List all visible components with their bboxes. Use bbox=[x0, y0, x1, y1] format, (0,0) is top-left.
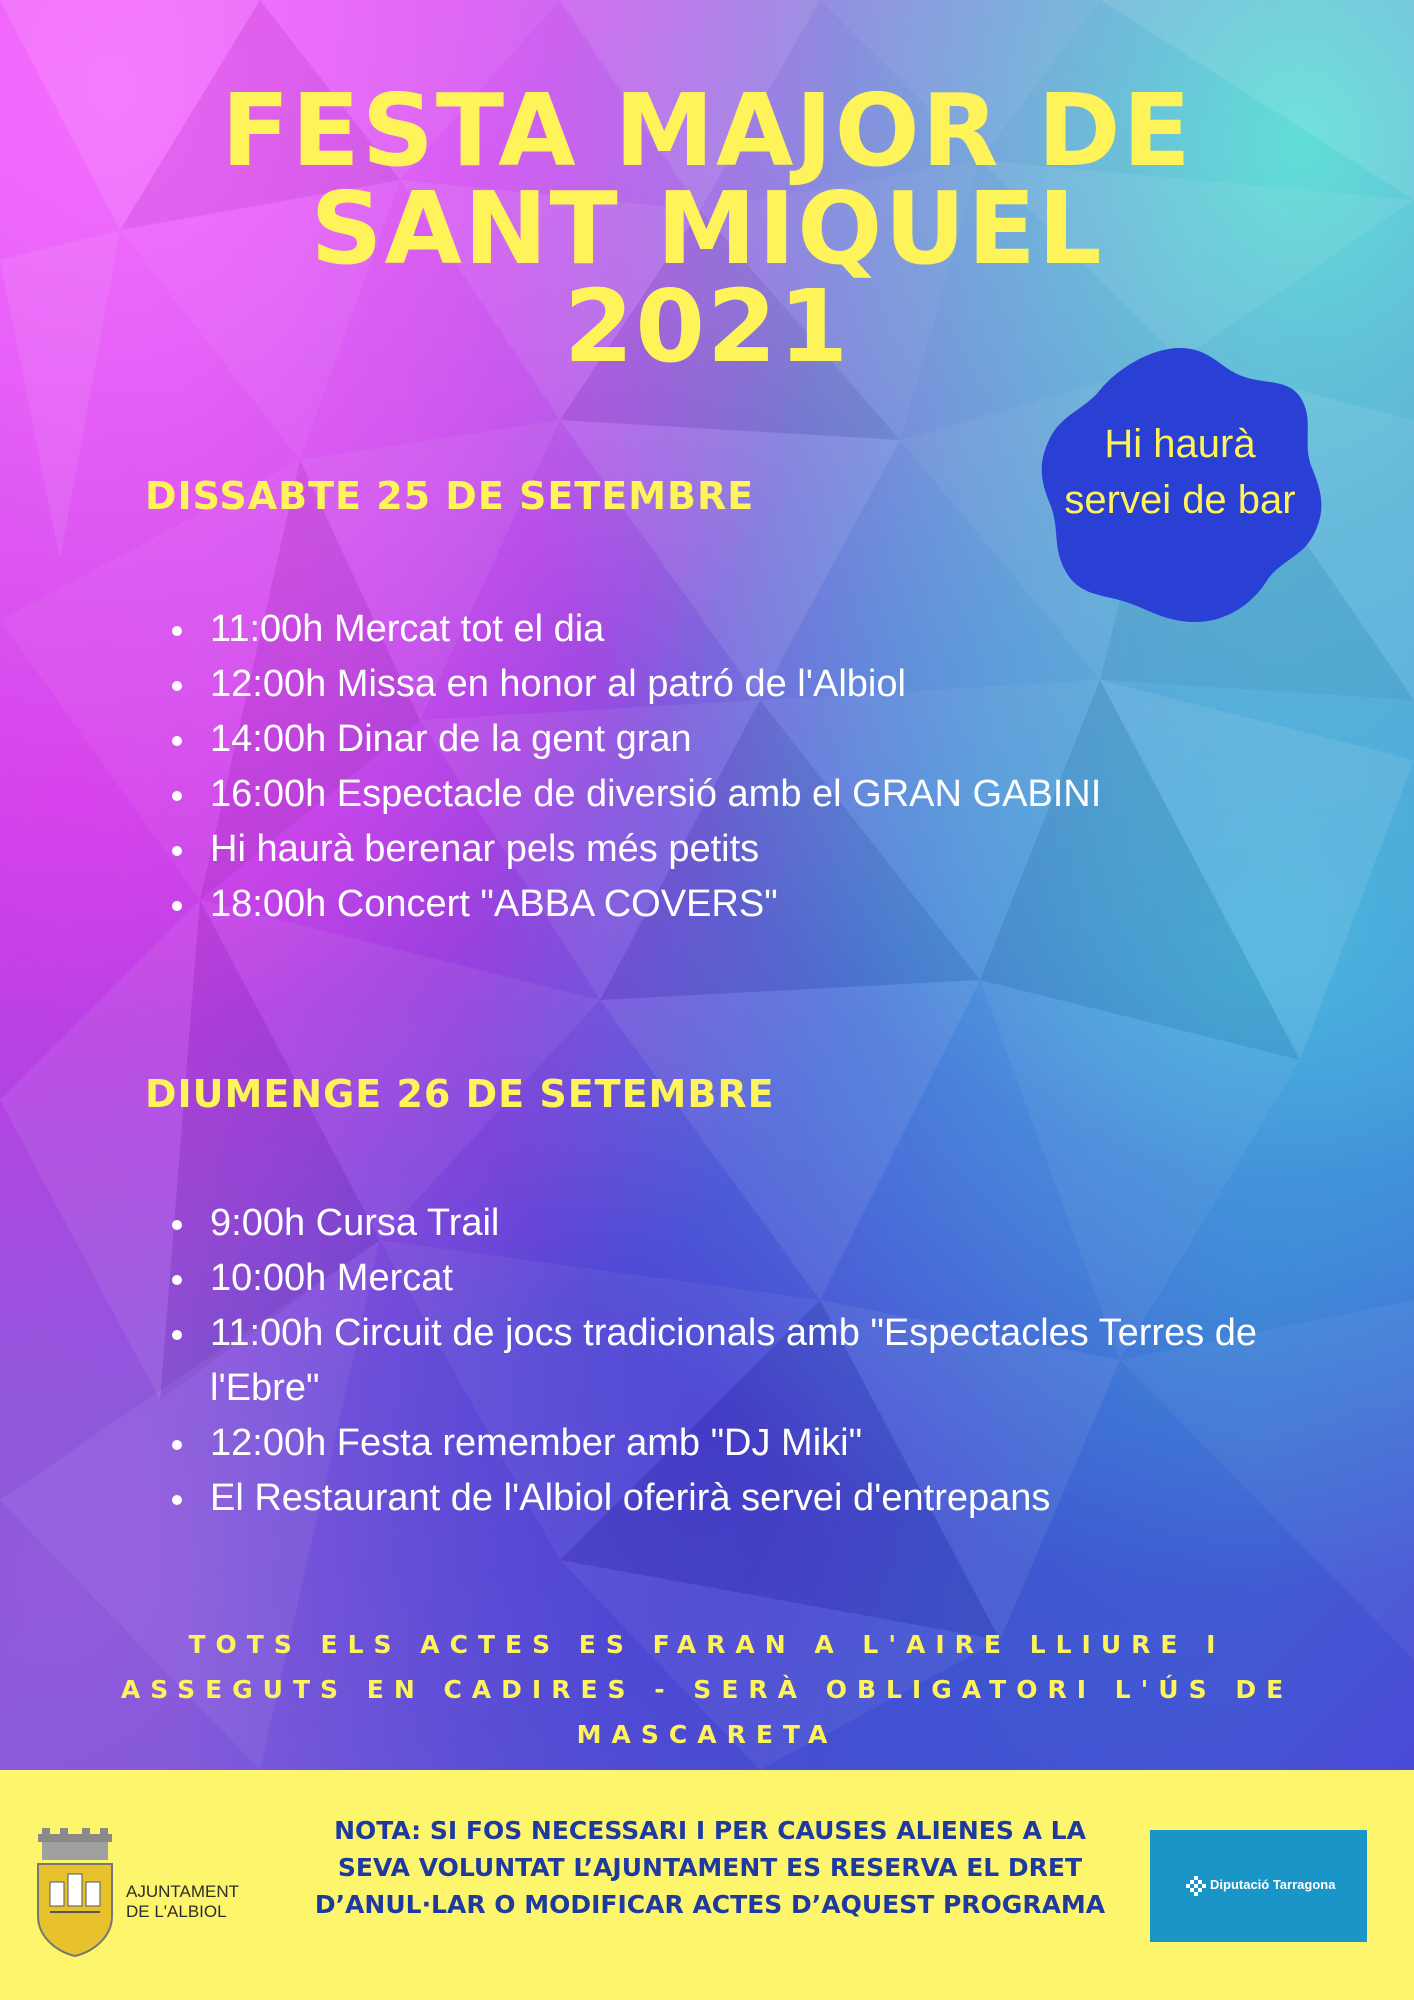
municipal-coat-of-arms-icon bbox=[30, 1828, 120, 1958]
saturday-events-list bbox=[170, 602, 1310, 932]
footer-note: NOTA: SI FOS NECESSARI I PER CAUSES ALIENES A LA SEVA VOLUNTAT L’AJUNTAMENT ES RESERVA EL DRET D’ANUL·LAR O MODIFICAR ACTES D’AQUEST PROGRAMA bbox=[314, 1816, 1106, 1919]
bar-service-line-2: servei de bar bbox=[1064, 478, 1296, 522]
list-item: 12:00h Missa en honor al patró de l'Albiol bbox=[170, 657, 1310, 712]
municipality-name bbox=[126, 1882, 239, 1922]
list-item: 9:00h Cursa Trail bbox=[170, 1196, 1310, 1251]
footer-band bbox=[0, 1770, 1414, 2000]
list-item: El Restaurant de l'Albiol oferirà servei d'entrepans bbox=[170, 1471, 1310, 1526]
title-line-1: FESTA MAJOR DE bbox=[221, 72, 1193, 189]
municipality-line-1: AJUNTAMENT bbox=[126, 1882, 240, 1901]
list-item: 16:00h Espectacle de diversió amb el GRAN GABINI bbox=[170, 767, 1310, 822]
list-item: 11:00h Circuit de jocs tradicionals amb "Espectacles Terres de l'Ebre" bbox=[170, 1306, 1310, 1416]
sunday-heading: DIUMENGE 26 DE SETEMBRE bbox=[145, 1072, 775, 1116]
list-item: Hi haurà berenar pels més petits bbox=[170, 822, 1310, 877]
festival-title bbox=[0, 72, 1414, 385]
list-item: 12:00h Festa remember amb "DJ Miki" bbox=[170, 1416, 1310, 1471]
saturday-heading: DISSABTE 25 DE SETEMBRE bbox=[145, 474, 755, 518]
bar-service-text bbox=[1030, 416, 1330, 528]
list-item: 14:00h Dinar de la gent gran bbox=[170, 712, 1310, 767]
list-item: 11:00h Mercat tot el dia bbox=[170, 602, 1310, 657]
list-item: 18:00h Concert "ABBA COVERS" bbox=[170, 877, 1310, 932]
sponsor-name: Diputació Tarragona bbox=[1210, 1877, 1336, 1892]
bar-service-badge bbox=[1030, 340, 1330, 630]
title-line-2: SANT MIQUEL bbox=[310, 170, 1104, 287]
diputacio-emblem-icon bbox=[1186, 1876, 1206, 1896]
outdoor-mask-notice: TOTS ELS ACTES ES FARAN A L'AIRE LLIURE I ASSEGUTS EN CADIRES - SERÀ OBLIGATORI L'ÚS DE MASCARETA bbox=[120, 1630, 1294, 1749]
sunday-events-list bbox=[170, 1196, 1310, 1526]
bar-service-line-1: Hi haurà bbox=[1104, 422, 1256, 466]
list-item: 10:00h Mercat bbox=[170, 1251, 1310, 1306]
sponsor-logo-box bbox=[1150, 1830, 1367, 1942]
municipality-line-2: DE L'ALBIOL bbox=[126, 1902, 227, 1921]
title-year: 2021 bbox=[563, 268, 851, 385]
